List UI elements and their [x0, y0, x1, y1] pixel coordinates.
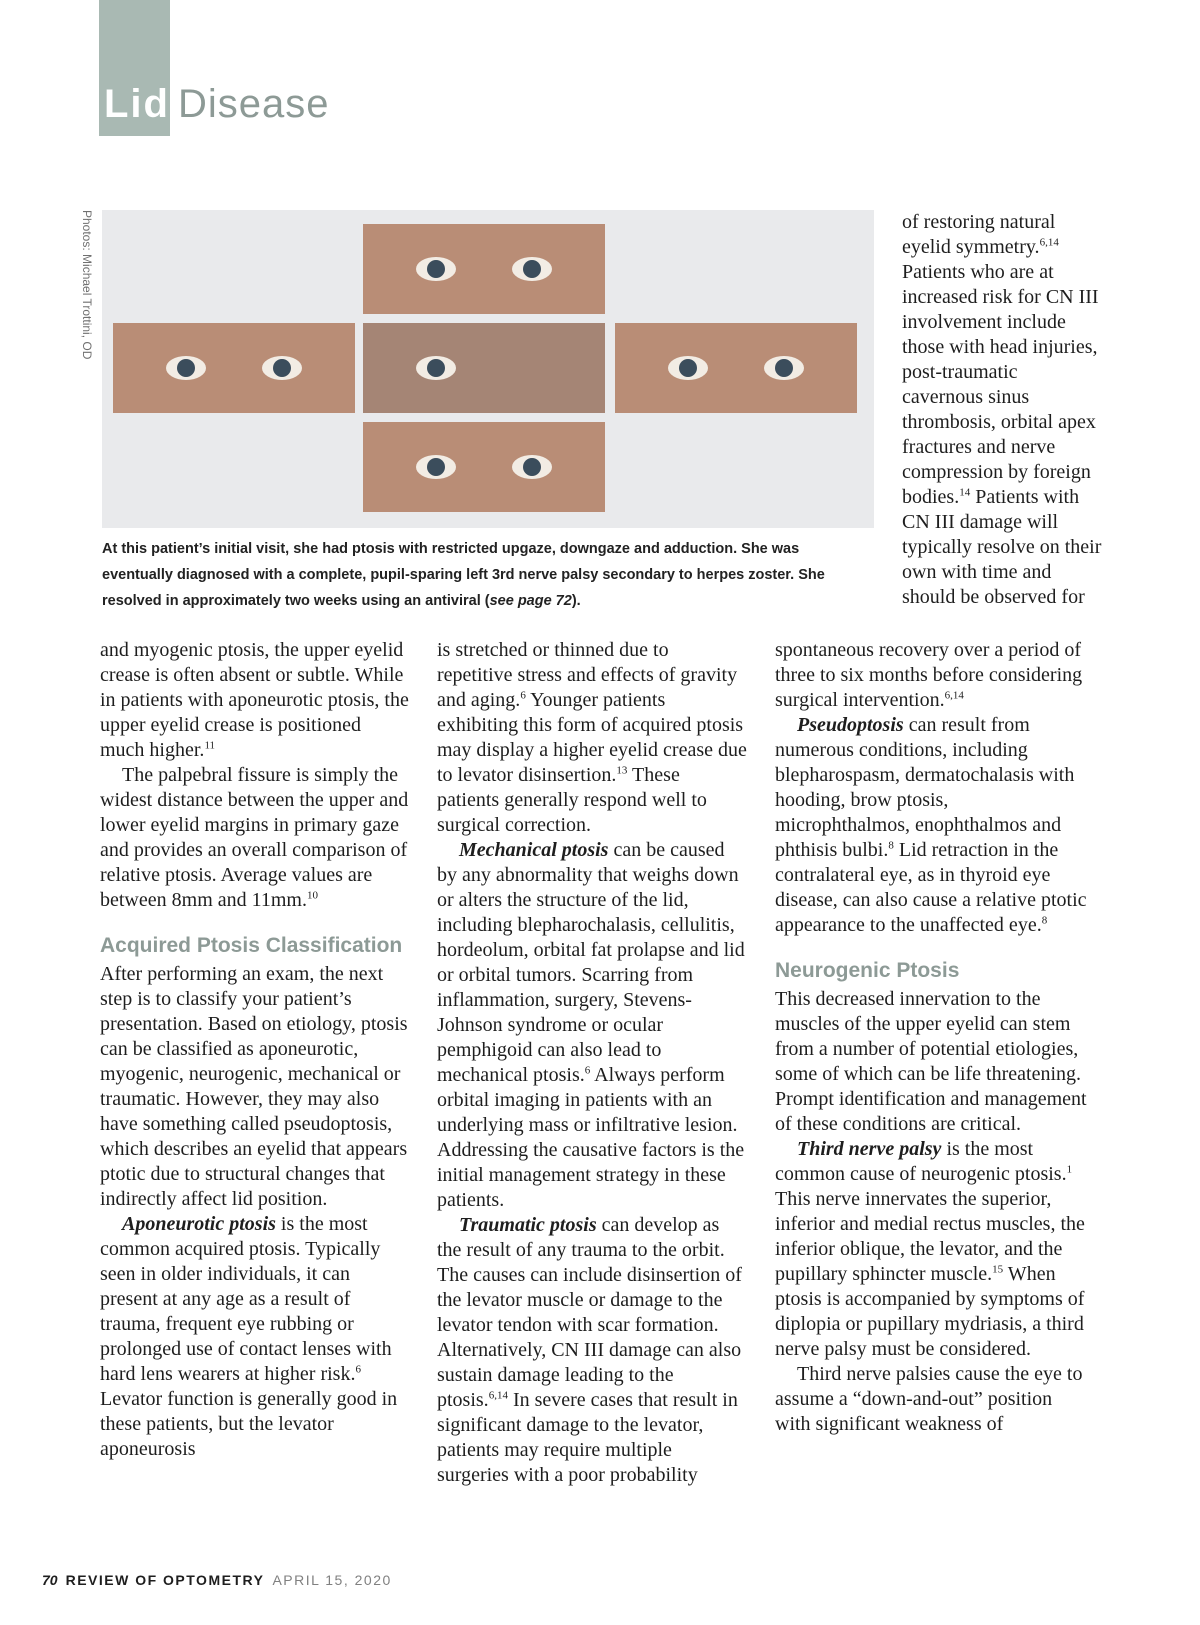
citation: 6,14 [488, 1389, 508, 1402]
body-column-right [775, 638, 1087, 1437]
eye-photo-right-gaze [615, 323, 857, 413]
citation: 8 [1041, 914, 1048, 927]
paragraph-text: When ptosis is accompanied by symptoms of diplopia or pupillary mydriasis, a third nerve palsy must be considered. [775, 1263, 1085, 1360]
eye-icon [416, 455, 456, 479]
caption-page-reference: see page 72 [489, 593, 572, 609]
photo-credit: Photos: Michael Trottini, OD [80, 210, 94, 360]
section-title: Disease [178, 82, 330, 126]
figure-caption [102, 536, 868, 614]
eye-icon [166, 356, 206, 380]
eye-photo-downgaze [363, 422, 605, 512]
eye-icon [416, 257, 456, 281]
term: Pseudoptosis [797, 714, 904, 736]
eye-icon [764, 356, 804, 380]
eye-icon [262, 356, 302, 380]
eye-photo-primary-gaze [363, 323, 605, 413]
paragraph-text: and myogenic ptosis, the upper eyelid crease is often absent or subtle. While in patients with aponeurotic ptosis, the upper eyelid crease is positioned much higher. [100, 639, 409, 761]
section-tab-label: Lid [104, 82, 170, 126]
paragraph-text: The palpebral fissure is simply the widest distance between the upper and lower eyelid margins in primary gaze and provides an overall comparison of relative ptosis. Average values are between 8mm and 11mm. [100, 764, 409, 911]
eye-photo-left-gaze [113, 323, 355, 413]
citation: 6,14 [1039, 236, 1059, 249]
body-column-right-top [902, 210, 1102, 610]
citation: 6 [520, 689, 526, 702]
paragraph-text: is stretched or thinned due to repetitive stress and effects of gravity and aging. [437, 639, 738, 711]
paragraph-text: Patients with CN III damage will typically resolve on their own with time and should be observed for [902, 486, 1102, 608]
eye-icon [416, 356, 456, 380]
eye-icon [668, 356, 708, 380]
body-column-middle [437, 638, 747, 1488]
eye-icon [512, 455, 552, 479]
page-number: 70 [42, 1572, 58, 1588]
citation: 6,14 [944, 689, 964, 702]
citation: 6 [584, 1064, 591, 1077]
paragraph-text: is the most common acquired ptosis. Typically seen in older individuals, it can present at any age as a result of trauma, frequent eye rubbing or prolonged use of contact lenses with hard lens wearers at higher risk. [100, 1213, 392, 1385]
paragraph-text: spontaneous recovery over a period of three to six months before considering surgical intervention. [775, 639, 1083, 711]
paragraph-text: is the most common cause of neurogenic ptosis. [775, 1138, 1067, 1185]
citation: 11 [204, 739, 216, 752]
paragraph-text: Third nerve palsies cause the eye to assume a “down-and-out” position with significant weakness of [775, 1363, 1083, 1435]
citation: 1 [1066, 1163, 1073, 1176]
eye-photo-upgaze [363, 224, 605, 314]
term: Traumatic ptosis [459, 1214, 597, 1236]
paragraph-text: can result from numerous conditions, including blepharospasm, dermatochalasis with hooding, brow ptosis, microphthalmos, enophthalmos and phthisis bulbi. [775, 714, 1075, 861]
citation: 6 [355, 1363, 361, 1376]
paragraph-text: Levator function is generally good in these patients, but the levator aponeurosis [100, 1388, 398, 1460]
paragraph-text: Younger patients exhibiting this form of acquired ptosis may display a higher eyelid crease due to levator disinsertion. [437, 689, 747, 786]
paragraph-text: Patients who are at increased risk for CN III involvement include those with head injuries, post-traumatic cavernous sinus thrombosis, orbital apex fractures and nerve compression by foreign bodies. [902, 261, 1099, 508]
paragraph-text: After performing an exam, the next step is to classify your patient’s presentation. Based on etiology, ptosis can be classified as aponeurotic, myogenic, neurogenic, mechanical or traumatic. However, they may also have something called pseudoptosis, which describes an eyelid that appears ptotic due to structural changes that indirectly affect lid position. [100, 963, 408, 1210]
citation: 15 [992, 1263, 1004, 1276]
section-heading: Neurogenic Ptosis [775, 959, 960, 982]
paragraph-text: can be caused by any abnormality that weighs down or alters the structure of the lid, including blepharochalasis, cellulitis, hordeolum, orbital fat prolapse and lid or orbital tumors. Scarring from inflammation, surgery, Stevens-Johnson syndrome or ocular pemphigoid can also lead to mechanical ptosis. [437, 839, 745, 1086]
citation: 10 [307, 889, 318, 902]
paragraph-text: can develop as the result of any trauma to the orbit. The causes can include disinsertion of the levator muscle or damage to the levator tendon with scar formation. Alternatively, CN III damage can also sustain damage leading to the ptosis. [437, 1214, 742, 1411]
page-footer [42, 1572, 392, 1588]
citation: 13 [616, 764, 628, 777]
journal-name: REVIEW OF OPTOMETRY [65, 1572, 265, 1588]
citation: 8 [888, 839, 894, 852]
citation: 14 [959, 486, 971, 499]
paragraph-text: This nerve innervates the superior, inferior and medial rectus muscles, the inferior oblique, the levator, and the pupillary sphincter muscle. [775, 1188, 1085, 1285]
term: Mechanical ptosis [459, 839, 609, 861]
eye-icon [512, 257, 552, 281]
term: Third nerve palsy [797, 1138, 942, 1160]
paragraph-text: These patients generally respond well to surgical correction. [437, 764, 707, 836]
term: Aponeurotic ptosis [122, 1213, 276, 1235]
paragraph-text: This decreased innervation to the muscles of the upper eyelid can stem from a number of potential etiologies, some of which can be life threatening. Prompt identification and management of these conditions are critical. [775, 988, 1087, 1135]
paragraph-text: Always perform orbital imaging in patients with an underlying mass or infiltrative lesion. Addressing the causative factors is the initial management strategy in these patients. [437, 1064, 745, 1211]
caption-text: At this patient’s initial visit, she had ptosis with restricted upgaze, downgaze and adduction. She was eventually diagnosed with a complete, pupil-sparing left 3rd nerve palsy secondary to herpes zoster. She resolved in approximately two weeks using an antiviral ( [102, 541, 825, 609]
paragraph-text: In severe cases that result in significant damage to the levator, patients may require multiple surgeries with a poor probability [437, 1389, 738, 1486]
issue-date: APRIL 15, 2020 [272, 1572, 392, 1588]
paragraph-text: of restoring natural eyelid symmetry. [902, 211, 1056, 258]
paragraph-text: Lid retraction in the contralateral eye, as in thyroid eye disease, can also cause a relative ptotic appearance to the unaffected eye. [775, 839, 1087, 936]
caption-end: ). [571, 593, 581, 609]
section-heading: Acquired Ptosis Classification [100, 934, 403, 957]
body-column-left [100, 638, 410, 1462]
